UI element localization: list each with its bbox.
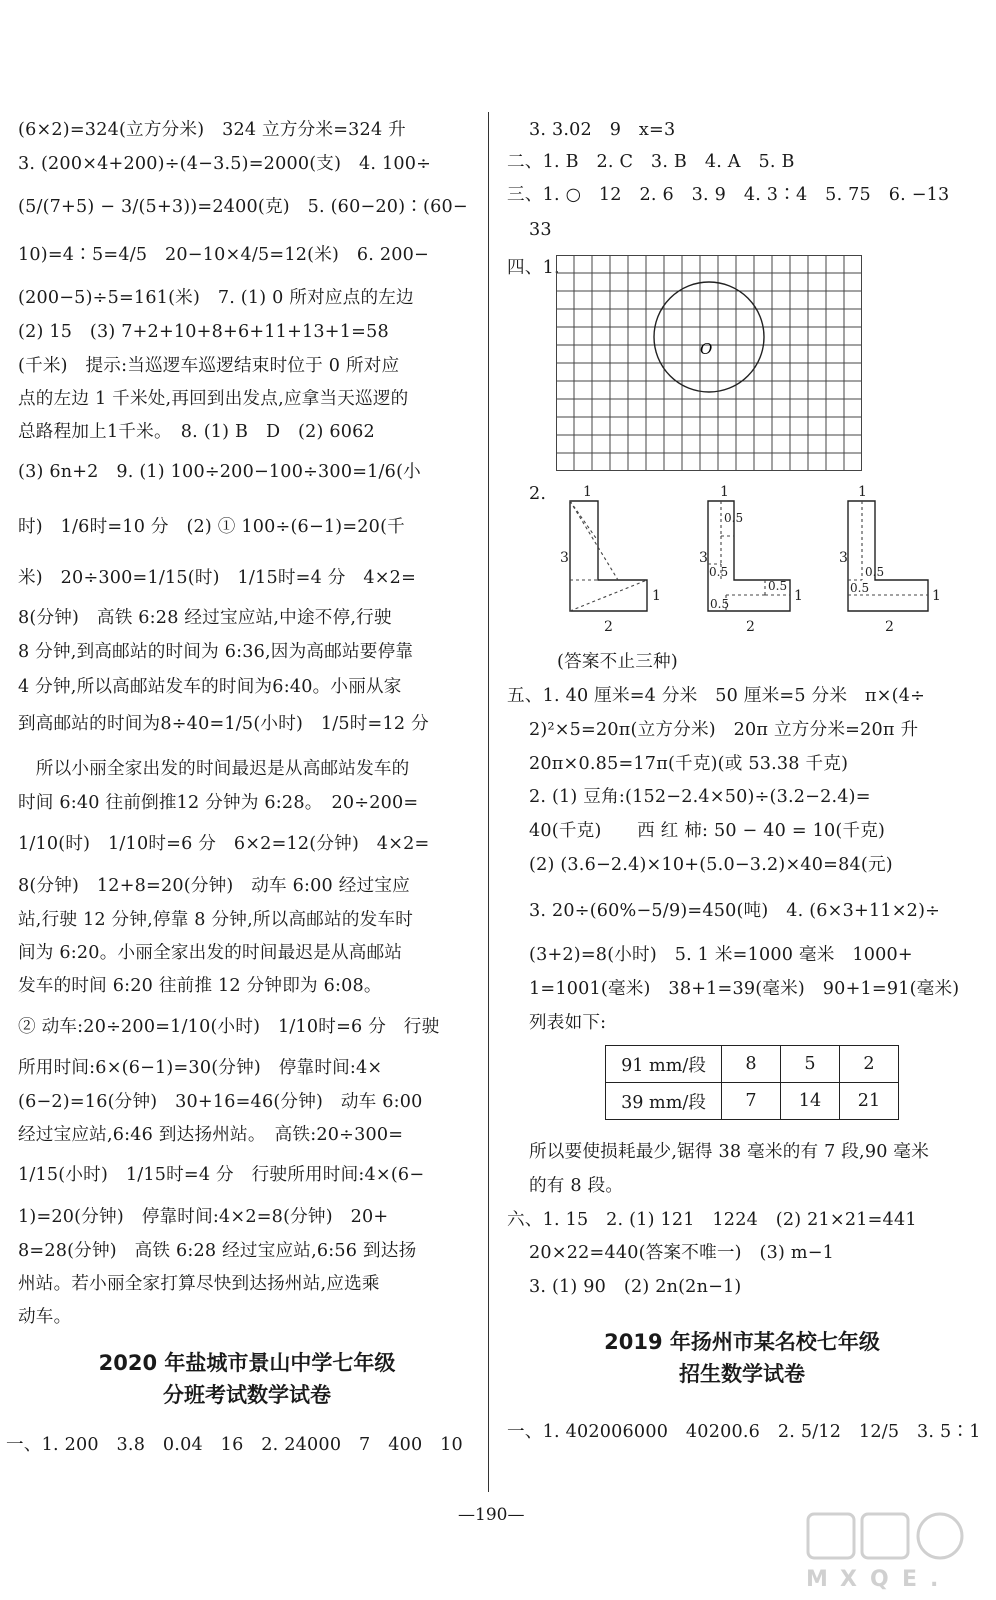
svg-text:M: M (806, 1567, 828, 1592)
table-row (606, 1046, 899, 1083)
text-line: 点的左边 1 千米处,再回到出发点,应拿当天巡逻的 (18, 389, 409, 409)
shape-label: 3 (839, 550, 848, 566)
text-line: (6×2)=324(立方分米) 324 立方分米=324 升 (18, 120, 406, 140)
text-line: 六、1. 15 2. (1) 121 1224 (2) 21×21=441 (507, 1210, 917, 1230)
shape-label: 1 (720, 484, 729, 500)
text-line: 发车的时间 6:20 往前推 12 分钟即为 6:08。 (18, 976, 382, 996)
shape-label: 0.5 (709, 565, 729, 579)
table-cell: 2 (840, 1046, 899, 1083)
text-line: (6−2)=16(分钟) 30+16=46(分钟) 动车 6:00 (18, 1092, 423, 1112)
svg-text:X: X (840, 1567, 857, 1592)
text-line: (千米) 提示:当巡逻车巡逻结束时位于 0 所对应 (18, 356, 400, 376)
shape-label: 3 (560, 550, 569, 566)
text-line: 1)=20(分钟) 停靠时间:4×2=8(分钟) 20+ (18, 1207, 389, 1227)
text-line: 40(千克) 西 红 柿: 50 − 40 = 10(千克) (529, 821, 886, 841)
shape-label: 1 (652, 588, 661, 604)
table-cell: 7 (722, 1083, 781, 1120)
text-line: 2)²×5=20π(立方分米) 20π 立方分米=20π 升 (529, 720, 919, 740)
svg-text:E: E (902, 1567, 918, 1592)
text-line: 8 分钟,到高邮站的时间为 6:36,因为高邮站要停靠 (18, 642, 414, 662)
shape-label: 1 (794, 588, 803, 604)
text-line: ② 动车:20÷200=1/10(小时) 1/10时=6 分 行驶 (18, 1017, 440, 1037)
text-line: 8=28(分钟) 高铁 6:28 经过宝应站,6:56 到达扬 (18, 1241, 417, 1261)
text-line: 州站。若小丽全家打算尽快到达扬州站,应选乘 (18, 1274, 380, 1294)
question-label: 四、1. (507, 258, 560, 278)
shape-label: 0.5 (865, 565, 885, 579)
shape-label: 2 (746, 619, 755, 635)
text-line: 8(分钟) 12+8=20(分钟) 动车 6:00 经过宝应 (18, 876, 410, 896)
text-line: 8(分钟) 高铁 6:28 经过宝应站,中途不停,行驶 (18, 608, 392, 628)
text-line: 间为 6:20。小丽全家出发的时间最迟是从高邮站 (18, 943, 403, 963)
question-label: 2. (529, 484, 547, 504)
text-line: 总路程加上1千米。 8. (1) B D (2) 6062 (18, 422, 375, 442)
text-line: (2) (3.6−2.4)×10+(5.0−3.2)×40=84(元) (529, 855, 893, 875)
column-divider (488, 112, 489, 1492)
text-line: 时间 6:40 往前倒推12 分钟为 6:28。 20÷200= (18, 793, 419, 813)
text-line: (5/(7+5) − 3/(5+3))=2400(克) 5. (60−20)∶(60− (18, 197, 468, 217)
circle-o (654, 282, 764, 392)
section-heading: 分班考试数学试卷 (163, 1383, 331, 1407)
text-line: 4 分钟,所以高邮站发车的时间为6:40。小丽从家 (18, 677, 402, 697)
section-heading: 招生数学试卷 (679, 1362, 805, 1386)
text-line: 二、1. B 2. C 3. B 4. A 5. B (507, 152, 795, 172)
shape-label: 0.5 (768, 579, 788, 593)
text-line: 所用时间:6×(6−1)=30(分钟) 停靠时间:4× (18, 1058, 383, 1078)
svg-text:.: . (930, 1567, 939, 1592)
table-cell: 39 mm/段 (606, 1083, 722, 1120)
text-line: 列表如下: (529, 1013, 607, 1033)
shape-label: 1 (583, 484, 592, 500)
text-line: 动车。 (18, 1307, 72, 1327)
shape-label: 2 (885, 619, 894, 635)
text-line: 到高邮站的时间为8÷40=1/5(小时) 1/5时=12 分 (18, 714, 429, 734)
text-line: 的有 8 段。 (529, 1176, 624, 1196)
text-line: 10)=4∶5=4/5 20−10×4/5=12(米) 6. 200− (18, 245, 429, 265)
shape-label: 0.5 (710, 597, 730, 611)
grid-figure (556, 255, 862, 471)
section-heading: 2019 年扬州市某名校七年级 (604, 1330, 880, 1354)
text-line: (2) 15 (3) 7+2+10+8+6+11+13+1=58 (18, 322, 389, 342)
text-line: 1=1001(毫米) 38+1=39(毫米) 90+1=91(毫米) (529, 979, 960, 999)
section-heading: 2020 年盐城市景山中学七年级 (98, 1351, 396, 1375)
data-table (605, 1045, 899, 1120)
text-line: 时) 1/6时=10 分 (2) ① 100÷(6−1)=20(千 (18, 517, 405, 537)
text-line: 3. (1) 90 (2) 2n(2n−1) (529, 1277, 742, 1297)
text-line: 3. 20÷(60%−5/9)=450(吨) 4. (6×3+11×2)÷ (529, 901, 941, 921)
text-line: (3) 6n+2 9. (1) 100÷200−100÷300=1/6(小 (18, 462, 421, 482)
shape-label: 1 (932, 588, 941, 604)
text-line: 1/10(时) 1/10时=6 分 6×2=12(分钟) 4×2= (18, 834, 430, 854)
text-line: 一、1. 402006000 40200.6 2. 5/12 12/5 3. 5∶1 (507, 1422, 981, 1442)
text-line: 20×22=440(答案不唯一) (3) m−1 (529, 1243, 835, 1263)
text-line: 所以要使损耗最少,锯得 38 毫米的有 7 段,90 毫米 (529, 1142, 930, 1162)
page-number: —190— (458, 1505, 525, 1525)
text-line: 2. (1) 豆角:(152−2.4×50)÷(3.2−2.4)= (529, 787, 871, 807)
l-shapes-figure (560, 476, 980, 636)
svg-text:Q: Q (870, 1567, 889, 1592)
text-line: 站,行驶 12 分钟,停靠 8 分钟,所以高邮站的发车时 (18, 910, 414, 930)
shape-label: 2 (604, 619, 613, 635)
note-text: (答案不止三种) (557, 652, 678, 672)
text-line: 五、1. 40 厘米=4 分米 50 厘米=5 分米 π×(4÷ (507, 686, 926, 706)
text-line: 三、1. ○ 12 2. 6 3. 9 4. 3∶4 5. 75 6. −13 (507, 185, 950, 205)
text-line: 米) 20÷300=1/15(时) 1/15时=4 分 4×2= (18, 568, 417, 588)
text-line: 3. (200×4+200)÷(4−3.5)=2000(支) 4. 100÷ (18, 154, 432, 174)
table-cell: 21 (840, 1083, 899, 1120)
shape-label: 1 (858, 484, 867, 500)
text-line: 33 (529, 220, 552, 240)
shape-label: 0.5 (850, 581, 870, 595)
text-line: 所以小丽全家出发的时间最迟是从高邮站发车的 (18, 759, 410, 779)
table-row (606, 1083, 899, 1120)
watermark-logo (800, 1508, 976, 1592)
text-line: 3. 3.02 9 x=3 (529, 120, 676, 140)
table-cell: 8 (722, 1046, 781, 1083)
shape-label: 0.5 (724, 511, 744, 525)
shape-label: 3 (699, 550, 708, 566)
table-cell: 91 mm/段 (606, 1046, 722, 1083)
table-cell: 14 (781, 1083, 840, 1120)
text-line: 经过宝应站,6:46 到达扬州站。 高铁:20÷300= (18, 1125, 404, 1145)
text-line: 20π×0.85=17π(千克)(或 53.38 千克) (529, 754, 849, 774)
text-line: (200−5)÷5=161(米) 7. (1) 0 所对应点的左边 (18, 288, 414, 308)
table-cell: 5 (781, 1046, 840, 1083)
text-line: 1/15(小时) 1/15时=4 分 行驶所用时间:4×(6− (18, 1165, 425, 1185)
circle-center-label: O (700, 340, 713, 358)
text-line: (3+2)=8(小时) 5. 1 米=1000 毫米 1000+ (529, 945, 913, 965)
text-line: 一、1. 200 3.8 0.04 16 2. 24000 7 400 10 (6, 1435, 463, 1455)
